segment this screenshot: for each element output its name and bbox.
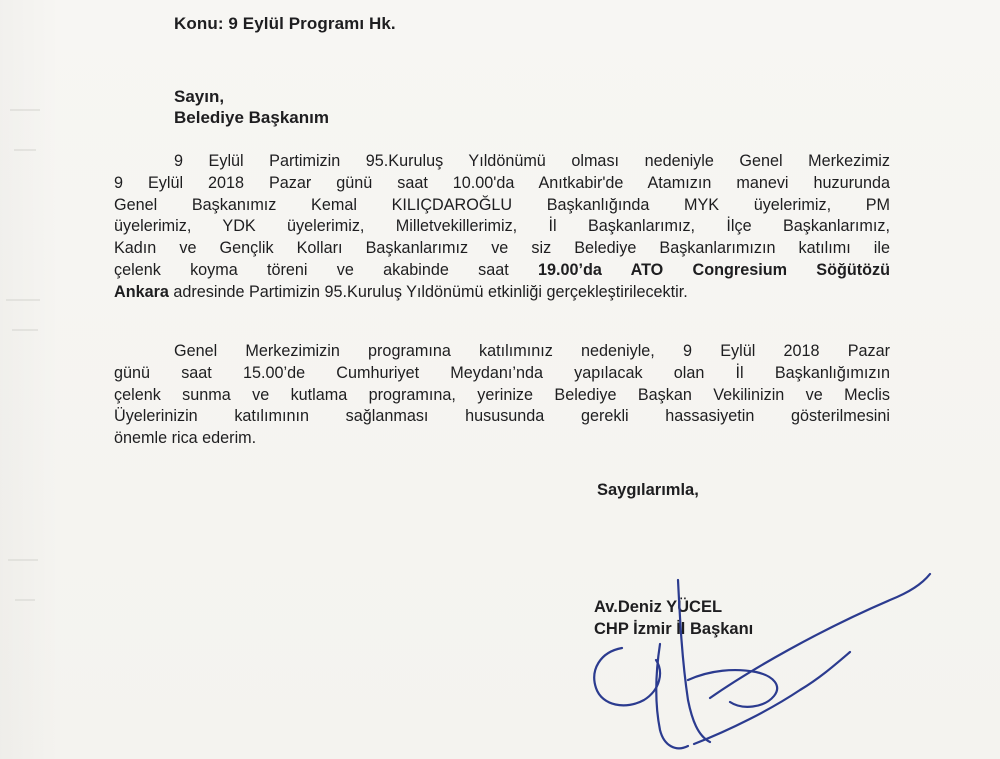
- paragraph-line: [114, 260, 890, 282]
- paragraph-line: Genel Merkezimizin programına katılımınız nedeniyle, 9 Eylül 2018 Pazar: [174, 342, 890, 360]
- event-time-venue: 19.00’da ATO Congresium Söğütözü: [538, 260, 890, 279]
- paragraph-line: 9 Eylül Partimizin 95.Kuruluş Yıldönümü olması nedeniyle Genel Merkezimiz: [174, 152, 890, 170]
- line-text: çelenk koyma töreni ve akabinde saat: [114, 260, 509, 279]
- signer-title: CHP İzmir İl Başkanı: [594, 620, 754, 638]
- signature-stroke: [710, 574, 930, 698]
- signer-name: Av.Deniz YÜCEL: [594, 598, 723, 616]
- body-paragraph-1: [114, 151, 890, 304]
- signature-stroke: [678, 580, 710, 742]
- paragraph-line: Üyelerinizin katılımının sağlanması hususunda gerekli hassasiyetin gösterilmesini: [114, 407, 890, 426]
- line-text: adresinde Partimizin 95.Kuruluş Yıldönümü etkinliği gerçekleştirilecektir.: [173, 282, 688, 301]
- signature-stroke: [688, 670, 777, 707]
- salutation-addressee: Belediye Başkanım: [174, 108, 329, 127]
- margin-bleed-through: [0, 0, 70, 759]
- body-paragraph-2: [114, 341, 890, 450]
- salutation-greeting: Sayın,: [174, 87, 225, 106]
- event-city: Ankara: [114, 282, 169, 301]
- paragraph-line: günü saat 15.00’de Cumhuriyet Meydanı’nda yapılacak olan İl Başkanlığımızın: [114, 363, 890, 382]
- handwritten-signature: [560, 560, 1000, 759]
- subject-line: Konu: 9 Eylül Programı Hk.: [174, 14, 396, 33]
- paragraph-line: 9 Eylül 2018 Pazar günü saat 10.00'da Anıtkabir'de Atamızın manevi huzurunda: [114, 173, 890, 192]
- paragraph-line: Genel Başkanımız Kemal KILIÇDAROĞLU Başkanlığında MYK üyelerimiz, PM: [114, 195, 890, 214]
- closing-phrase: Saygılarımla,: [597, 481, 699, 499]
- paragraph-line: Kadın ve Gençlik Kolları Başkanlarımız ve siz Belediye Başkanlarımızın katılımı ile: [114, 239, 890, 258]
- paragraph-line: önemle rica ederim.: [114, 429, 257, 448]
- signature-stroke: [594, 648, 660, 705]
- paragraph-line: çelenk sunma ve kutlama programına, yerinize Belediye Başkan Vekilinizin ve Meclis: [114, 385, 890, 404]
- paragraph-line: [114, 282, 890, 304]
- paragraph-line: üyelerimiz, YDK üyelerimiz, Milletvekillerimiz, İl Başkanlarımız, İlçe Başkanlarımız,: [114, 217, 890, 236]
